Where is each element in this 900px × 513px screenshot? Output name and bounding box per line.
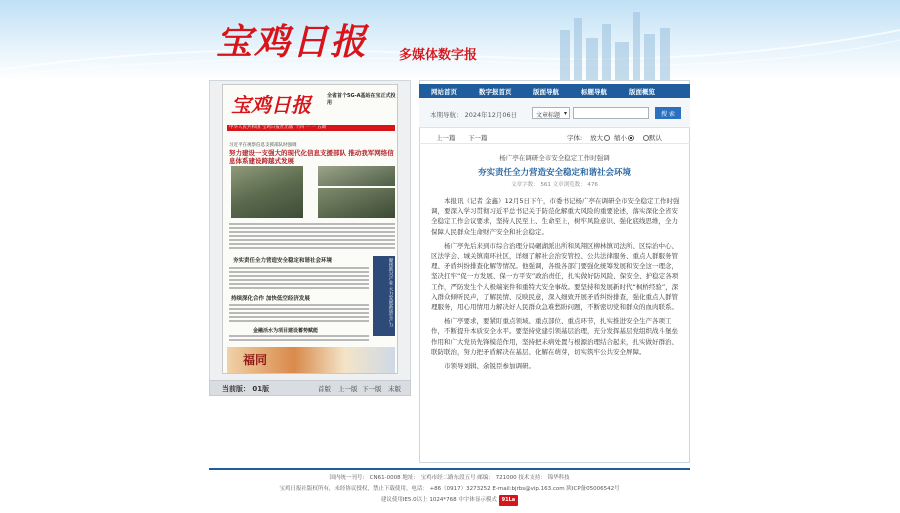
paper-lead-headline[interactable]: 努力建设一支强大的现代化信息支援部队 推动我军网络信息体系建设跨越式发展 — [229, 149, 394, 165]
chevron-down-icon: ▾ — [563, 110, 567, 117]
article-body — [431, 196, 681, 375]
paper-text-block — [229, 223, 395, 251]
radio-icon — [604, 135, 610, 141]
footer-line-1: 国内统一刊号： CN61-0008 地址： 宝鸡市经二路东段五号 邮编： 721000 技术支持： 锦华科技 — [329, 475, 570, 481]
article-paragraph: 本报讯（记者 金鑫）12月5日下午，市委书记杨广亭在调研全市安全稳定工作时强调，要深入学习贯彻习近平总书记关于防范化解重大风险的重要论述，落实深化全省安全稳定工作会议要求，坚持人民至上、生命至上，树牢风险意识、强化底线思维，全力保障人民群众生命财产安全和社会稳定。 — [431, 197, 680, 236]
radio-selected-icon — [628, 135, 634, 141]
last-page-link[interactable]: 末版 — [388, 385, 401, 393]
issue-date-label: 本期导航： 2024年12月06日 — [430, 111, 518, 119]
nav-page-overview[interactable]: 版面概览 — [629, 88, 655, 96]
paper-sidebar[interactable]: 聚焦新兴产业 大力发展新质生产力 — [373, 256, 395, 336]
font-size-label: 字体: — [567, 134, 583, 142]
font-small-option[interactable] — [614, 133, 634, 142]
paper-text-block-3 — [229, 304, 369, 324]
main-navbar — [419, 84, 690, 98]
paper-headline-2[interactable]: 夯实责任全力营造安全稳定和谐社会环境 — [233, 258, 333, 264]
paper-photo-side-2 — [318, 188, 395, 218]
paper-headline-4[interactable]: 金融活水为项目建设蓄势赋能 — [253, 328, 319, 334]
footer-divider — [209, 468, 690, 470]
paper-ad-text: 福同 — [243, 353, 268, 367]
article-kicker: 杨广亭在调研全市安全稳定工作时强调 — [499, 154, 610, 162]
prev-page-link[interactable]: 上一版 — [338, 385, 358, 393]
article-title: 夯实责任全力营造安全稳定和谐社会环境 — [477, 168, 631, 178]
nav-page-nav[interactable]: 版面导航 — [533, 88, 559, 96]
search-type-value: 文章标题 — [536, 112, 561, 119]
font-default-label: 默认 — [649, 134, 662, 142]
font-large-label: 放大 — [590, 134, 603, 142]
paper-headline-3[interactable]: 持续深化合作 加快低空经济发展 — [231, 296, 310, 302]
first-page-link[interactable]: 首版 — [318, 385, 331, 393]
site-banner — [0, 0, 900, 80]
paper-photo-side — [318, 166, 395, 186]
next-article-link[interactable]: 下一篇 — [468, 134, 488, 142]
paper-red-bar-text: 中华人民共和国 宝鸡日报社出版 十四 一 一 五期 — [229, 125, 327, 130]
article-paragraph: 市领导刘辑、余锐臣参加调研。 — [444, 362, 535, 371]
font-default-option[interactable] — [642, 133, 662, 142]
article-paragraph: 杨广亭要求，要紧盯重点领域、重点部位、重点环节，扎实推进安全生产各项工作，不断提升本质安全水平。要坚持党建引领基层治理，充分发挥基层党组织战斗堡垒作用和广大党员先锋模范作用，坚持把未病处置与根源治理结合起来，扎实做好群治、联防联治，努力把矛盾解决在基层、化解在萌芽，切实筑牢公共安全屏障。 — [431, 317, 678, 356]
site-footer — [209, 473, 690, 506]
nav-epaper-home[interactable]: 数字报首页 — [479, 88, 512, 96]
paper-text-block-2 — [229, 267, 369, 291]
banner-subtitle: 多媒体数字报 — [399, 48, 478, 63]
footer-line-3 — [209, 495, 690, 506]
page-navigation — [209, 380, 411, 396]
article-meta: 文章字数： 561 文章浏览数： 476 — [511, 182, 598, 188]
paper-photo-main — [231, 166, 303, 218]
paper-top-headline[interactable]: 全省首个5G-A基站在宝正式投用 — [327, 93, 396, 106]
footer-line-2: 宝鸡日报社版权所有，未经协议授权，禁止下载使用。电话： +86（0917）3273252 E-mail:bjrbs@vip.163.com 陕ICP备05006542号 — [279, 486, 620, 492]
prev-article-link[interactable]: 上一篇 — [436, 134, 456, 142]
font-large-option[interactable] — [590, 133, 610, 142]
paper-masthead: 宝鸡日报 — [231, 93, 311, 117]
search-button[interactable]: 搜 索 — [655, 107, 681, 119]
banner-logo: 宝鸡日报 — [216, 21, 369, 63]
footer-line-3-text: 建议使用IE5.0以上 1024*768 中宇体显示模式 — [380, 497, 497, 503]
search-type-select[interactable] — [532, 107, 570, 119]
current-page-label: 当前版： 01版 — [222, 385, 270, 393]
paper-text-block-4 — [229, 335, 369, 343]
next-page-link[interactable]: 下一版 — [362, 385, 382, 393]
nav-title-nav[interactable]: 标题导航 — [581, 88, 607, 96]
article-paragraph: 杨广亭先后来到市综合治理分局碾湖派出所和凤翔区柳林镇司法所、区综治中心、区法学会、城关镇南环社区，详细了解社会治安管控、公共法律服务、重点人群服务管理、矛盾纠纷排查化解等情况。他强调，各级各部门要强化统筹发展和安全这一理念，坚决扛牢“促一方发展、保一方平安”政治责任，扎实做好防风险、保安全、护稳定各项工作，严防发生个人极端案件和重特大安全事故。要坚持和发展新时代“枫桥经验”，深入群众倾听民声，了解民情、反映民意，深入细致开展矛盾纠纷排查，强化重点人群管理服务，用心用情用力解决好人民群众急难愁盼问题，不断密切党和群众的血肉联系。 — [431, 241, 679, 312]
banner-decoration — [0, 0, 900, 80]
newspaper-page-image[interactable] — [222, 84, 398, 374]
paper-kicker: 习近平在视察信息支援部队时强调 — [229, 143, 297, 148]
search-input[interactable] — [573, 107, 649, 119]
nav-site-home[interactable]: 网站首页 — [431, 88, 457, 96]
site-badge[interactable]: 91La — [499, 495, 519, 506]
font-small-label: 缩小 — [614, 134, 627, 142]
